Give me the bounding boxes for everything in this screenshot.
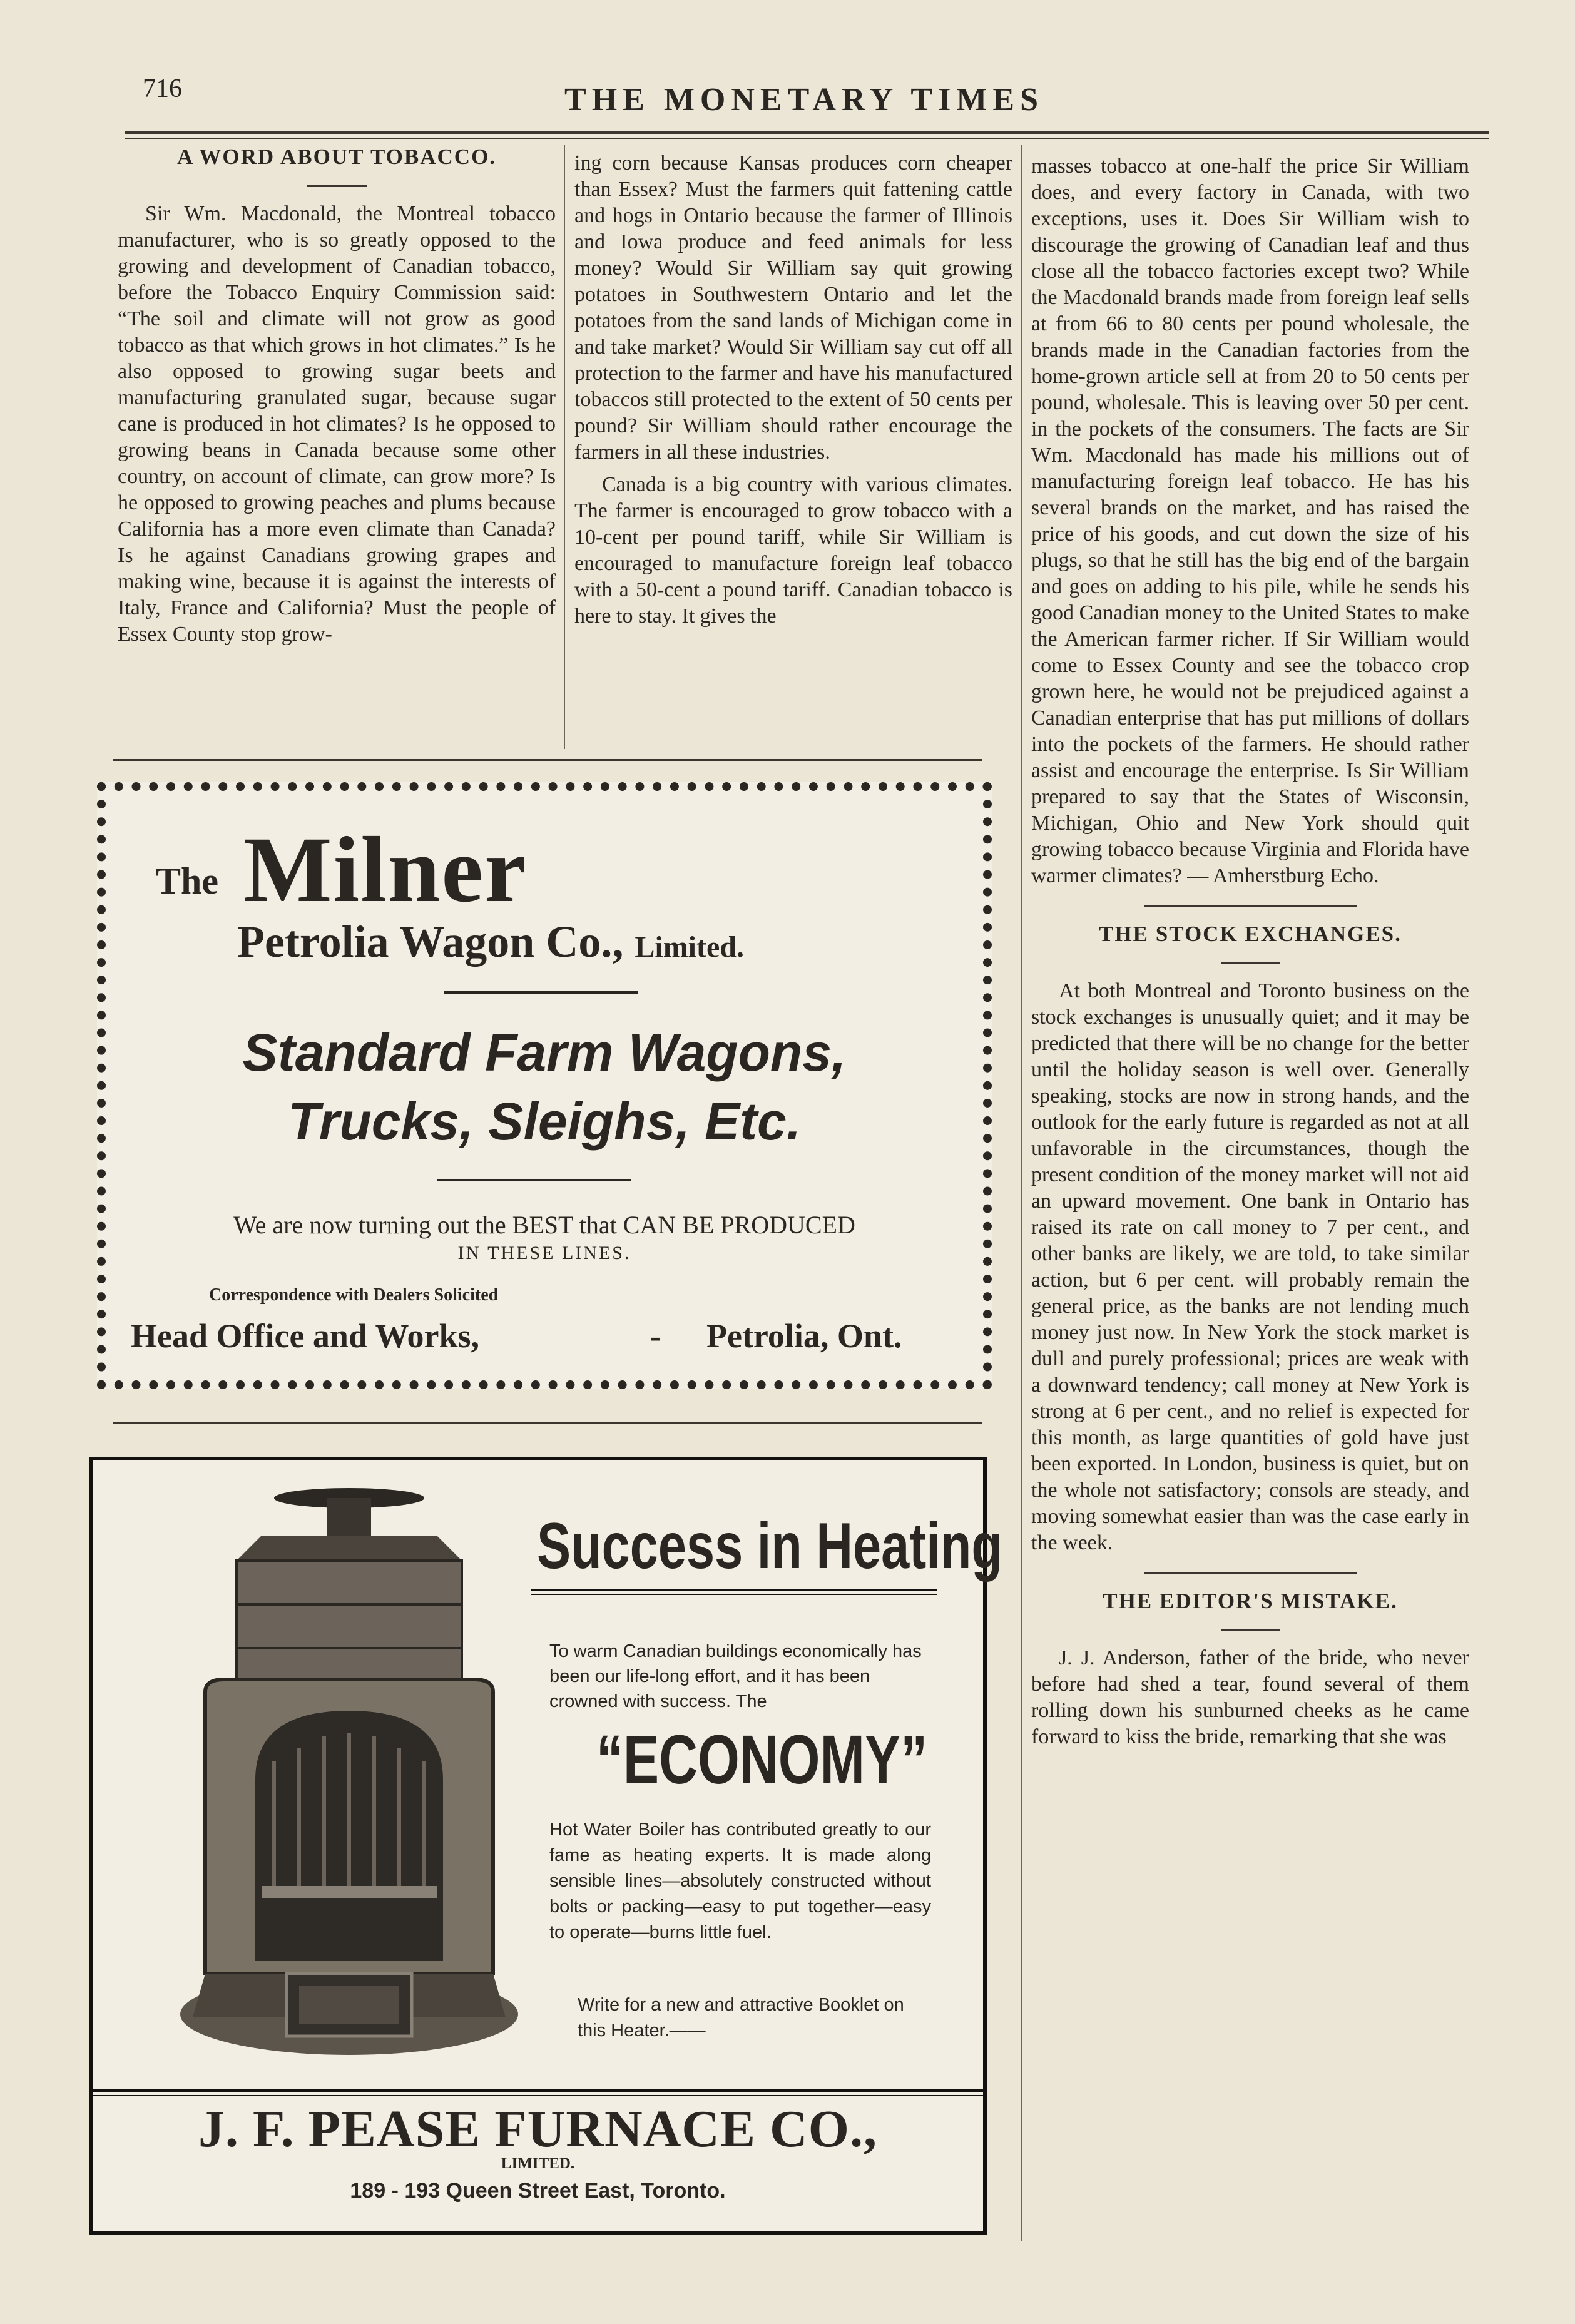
editor-heading: THE EDITOR'S MISTAKE. <box>1103 1589 1398 1613</box>
tobacco-paragraph: masses tobacco at one-half the price Sir William does, and every factory in Canada, with two exceptions, uses it. Does Sir William wish to discourage the growing of Canadian leaf and thus close all the tobacco factories except two? While the Macdonald brands made from foreign leaf sells at from 66 to 80 cents per pound wholesale, the brands made in the Canadian factories from the home-grown article sell at from 20 to 50 cents per pound, wholesale. This is leaving over 50 per cent. in the pockets of the consumers. The facts are Sir Wm. Macdonald has made his millions out of manufacturing foreign leaf tobacco. He has his several brands on the market, and has raised the price of his goods, and cut down the size of his plugs, so that he still has the big end of the bargain and goes on adding to his pile, while he sends his good Canadian money to the United States to make the American farmer richer. If Sir William would come to Essex County and see the tobacco crop grown here, he would not be prejudiced against a Canadian enterprise that has put millions of dollars into the pockets of the farmers. He should rather assist and encourage the enterprise. Is Sir William prepared to say that the States of Wisconsin, Michigan, Ohio and New York should quit growing tobacco because Virginia and Florida have warmer climates? — Amherstburg Echo. <box>1031 155 1469 887</box>
milner-product-line-2: Trucks, Sleighs, Etc. <box>287 1092 802 1151</box>
milner-company-name: Petrolia Wagon Co., <box>237 917 624 967</box>
editor-paragraph: J. J. Anderson, father of the bride, who never before had shed a tear, found several of them rolling down his sunburned cheeks as he came forward to kiss the bride, remarking that she was <box>1031 1646 1469 1748</box>
pease-body: Hot Water Boiler has contributed greatly to our fame as heating experts. It is made along sensible lines—absolutely constructed without bolts or packing—easy to put together—easy to operate—burns little fuel. <box>549 1820 931 1942</box>
pease-limited: LIMITED. <box>501 2155 575 2172</box>
header-rule-thin <box>125 138 1489 139</box>
milner-name: Milner <box>243 818 528 922</box>
milner-tagline-2: IN THESE LINES. <box>457 1243 631 1263</box>
stock-paragraph: At both Montreal and Toronto business on the stock exchanges is unusually quiet; and it may be predicted that there will be no change for the better until the holiday season is well over. Generally speaking, stocks are now in strong hands, and the outlook for the early future is regarded as not at all unfavorable in the circumstances, though the present condition of the money market will not aid an upward movement. One bank in Ontario has raised its rate on call money to 7 per cent., and other banks are likely, we are told, to take similar action, but 6 per cent. will probably remain the general price, as the banks are not lending much money just now. In New York the stock market is dull and purely professional; prices are weak with a downward tendency; call money at New York is strong at 6 per cent., and no relief is expected for this month, as large quantities of gold have just been exported. In London, business is quiet, but on the whole not satisfactory; consols are steady, and moving somewhat easier than was the case early in the week. <box>1031 979 1469 1554</box>
ad-rule <box>444 991 638 994</box>
header-rule <box>125 131 1489 134</box>
milner-tagline: We are now turning out the BEST that CAN BE PRODUCED <box>233 1211 855 1239</box>
milner-advertisement <box>97 782 992 1389</box>
ad-rule <box>531 1594 937 1595</box>
heading-rule <box>1221 962 1280 964</box>
boiler-illustration <box>168 1486 518 2067</box>
milner-the: The <box>156 860 219 902</box>
pease-advertisement <box>89 1457 1002 2235</box>
ad-rule <box>93 2095 983 2096</box>
page-number: 716 <box>143 74 182 103</box>
section-divider <box>113 759 982 761</box>
section-rule <box>1144 905 1357 907</box>
tobacco-paragraph: Sir Wm. Macdonald, the Montreal tobacco manufacturer, who is so greatly opposed to the growing and development of Canadian tobacco, before the Tobacco Enquiry Commission said: “The soil and climate will not grow as good tobacco as that which grows in hot climates.” Is he also opposed to growing sugar beets and manufacturing granulated sugar, because sugar cane is produced in hot climates? Is he opposed to growing beans in Canada because some other country, on account of climate, can grow more? Is he opposed to growing peaches and plums because California has a more even climate than Canada? Is he against Canadians growing grapes and making wine, because it is against the interests of Italy, France and California? Must the people of Essex County stop grow- <box>118 202 556 646</box>
milner-product-line-1: Standard Farm Wagons, <box>242 1023 847 1082</box>
section-rule <box>1144 1572 1357 1574</box>
pease-company: J. F. PEASE FURNACE CO., <box>198 2100 877 2158</box>
pease-booklet-offer: Write for a new and attractive Booklet on this Heater.—— <box>578 1995 904 2041</box>
pease-intro: To warm Canadian buildings economically has been our life-long effort, and it has been crowned with success. The <box>549 1641 922 1711</box>
column-divider <box>564 145 565 749</box>
ad-rule <box>437 1179 631 1181</box>
milner-head-office: Head Office and Works, <box>131 1317 480 1355</box>
tobacco-column-1 <box>118 144 556 654</box>
heading-rule <box>1221 1629 1280 1631</box>
tobacco-column-2 <box>574 150 1012 636</box>
ad-rule <box>93 2089 983 2092</box>
pease-address: 189 - 193 Queen Street East, Toronto. <box>350 2179 726 2203</box>
milner-dash: - <box>650 1317 661 1355</box>
tobacco-paragraph: Canada is a big country with various climates. The farmer is encouraged to grow tobacco with a 10-cent per pound tariff, while Sir William is encouraged to manufacture foreign leaf tobacco with a 50-cent a pound tariff. Canadian tobacco is here to stay. It gives the <box>574 473 1012 628</box>
stock-heading: THE STOCK EXCHANGES. <box>1099 922 1402 946</box>
tobacco-paragraph: ing corn because Kansas produces corn cheaper than Essex? Must the farmers quit fattening cattle and hogs in Ontario because the farmer of Illinois and Iowa produce and feed animals for less money? Would Sir William say quit growing potatoes in Southwestern Ontario and let the potatoes from the sand lands of Michigan come in and take market? Would Sir William say cut off all protection to the farmer and have his manufactured tobaccos still protected to the extent of 50 cents per pound? Sir William should rather encourage the farmers in all these industries. <box>574 151 1012 464</box>
column-divider <box>1021 145 1022 2241</box>
tobacco-heading: A WORD ABOUT TOBACCO. <box>176 145 497 169</box>
milner-company <box>237 916 744 968</box>
ad-rule <box>531 1589 937 1591</box>
right-column <box>1031 153 1469 1756</box>
milner-city: Petrolia, Ont. <box>706 1317 902 1355</box>
pease-product-name: “ECONOMY” <box>596 1721 928 1798</box>
heading-rule <box>307 185 367 187</box>
milner-limited: Limited. <box>635 930 744 964</box>
milner-correspondence: Correspondence with Dealers Solicited <box>209 1285 499 1305</box>
masthead: THE MONETARY TIMES <box>564 82 1044 118</box>
pease-title: Success in Heating <box>537 1510 1002 1582</box>
section-divider <box>113 1422 982 1424</box>
